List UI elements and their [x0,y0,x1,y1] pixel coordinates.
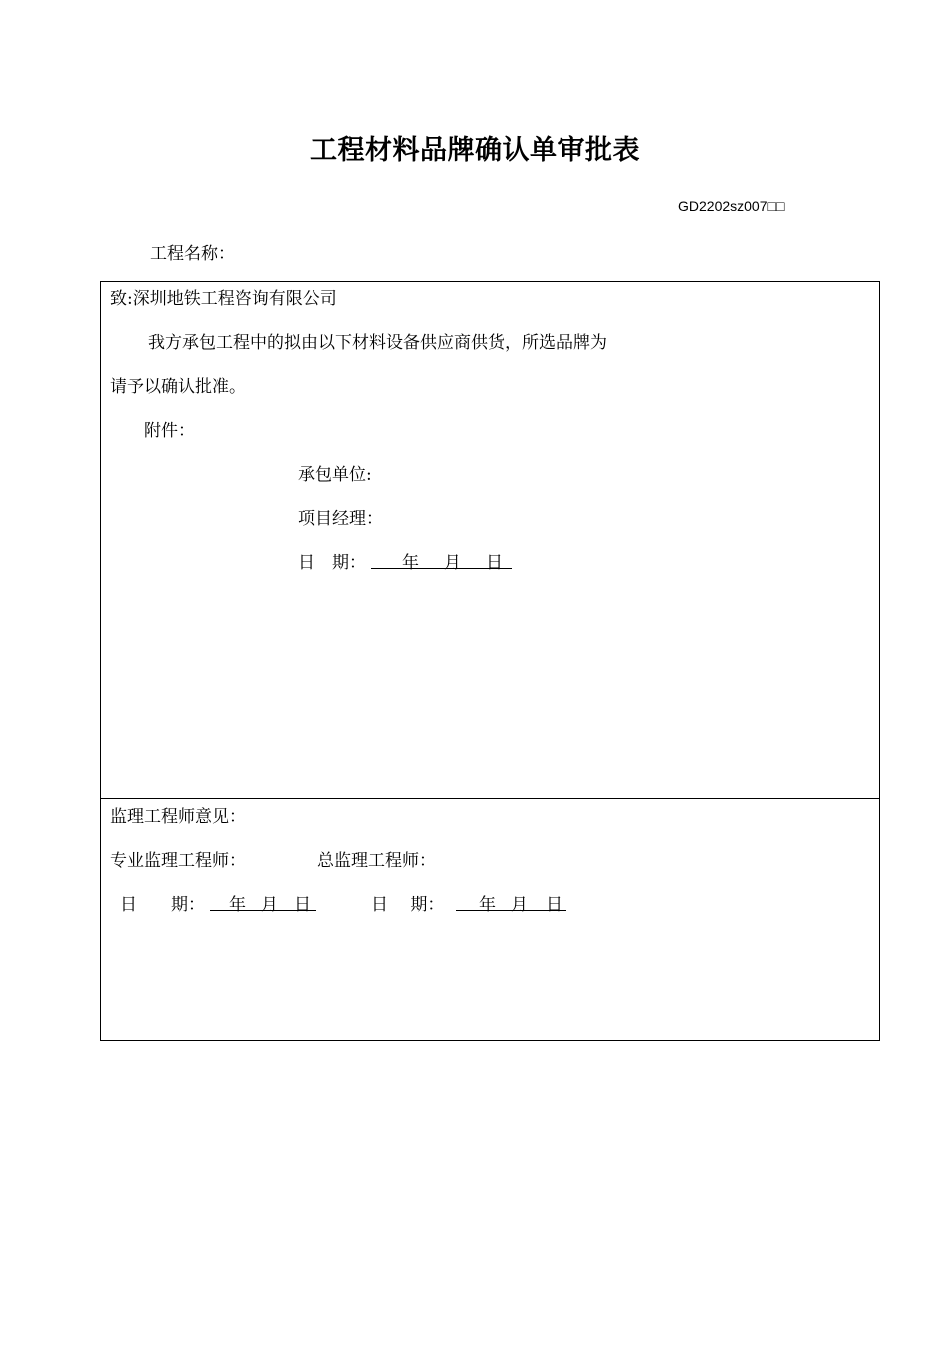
supervisor-opinion-section [100,798,880,1041]
date-label: 日 期： [298,553,366,573]
contractor-label: 承包单位: [298,465,372,485]
date-month: 月 [444,553,461,573]
date2-day: 日 [546,895,563,915]
date2-year: 年 [479,895,496,915]
date1-label: 日 期： [120,895,205,915]
project-manager-label: 项目经理： [298,509,383,529]
date2-month: 月 [511,895,528,915]
body-line-1: 我方承包工程中的拟由以下材料设备供应商供货，所选品牌为 [148,333,607,353]
date-year: 年 [402,553,419,573]
body-line-2: 请予以确认批准。 [110,377,246,397]
date-day: 日 [486,553,503,573]
addressee: 致:深圳地铁工程咨询有限公司 [110,289,337,309]
specialist-engineer-label: 专业监理工程师： [110,851,246,871]
project-name-label: 工程名称： [150,244,235,264]
attachment-label: 附件： [144,421,195,441]
chief-engineer-label: 总监理工程师： [317,851,436,871]
opinion-label: 监理工程师意见： [110,807,246,827]
date1-year: 年 [229,895,246,915]
date2-label: 日 期： [371,895,445,915]
document-code: GD2202sz007□□ [678,198,785,214]
application-section [100,281,880,799]
page-title: 工程材料品牌确认单审批表 [310,135,640,166]
date1-day: 日 [294,895,311,915]
date1-month: 月 [261,895,278,915]
